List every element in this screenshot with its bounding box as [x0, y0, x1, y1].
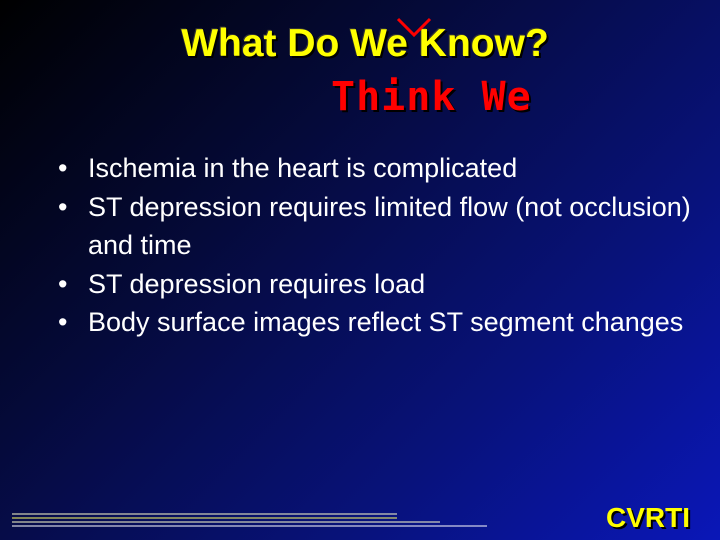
- bullet-item: [58, 265, 698, 304]
- bullet-item: [58, 188, 698, 265]
- bullet-dot: •: [58, 191, 68, 222]
- insertion-text: Think We: [331, 74, 532, 120]
- bullet-dot: •: [58, 307, 68, 337]
- bullet-item: [58, 303, 698, 342]
- bullet-text: Ischemia in the heart is complicated: [88, 153, 518, 183]
- bullet-text: ST depression requires load: [88, 268, 426, 299]
- footer-decorative-lines: [12, 512, 492, 532]
- bullet-text: Body surface images reflect ST segment changes: [88, 307, 684, 337]
- insertion-caret-icon: [396, 17, 436, 39]
- bullet-list: [58, 149, 698, 342]
- bullet-text: ST depression requires limited flow (not occlusion) and time: [88, 191, 691, 260]
- bullet-dot: •: [58, 268, 68, 299]
- slide-title: What Do We Know?: [181, 22, 549, 65]
- bullet-item: [58, 149, 698, 188]
- brand-logo-text: CVRTI: [606, 502, 690, 533]
- bullet-dot: •: [58, 153, 68, 183]
